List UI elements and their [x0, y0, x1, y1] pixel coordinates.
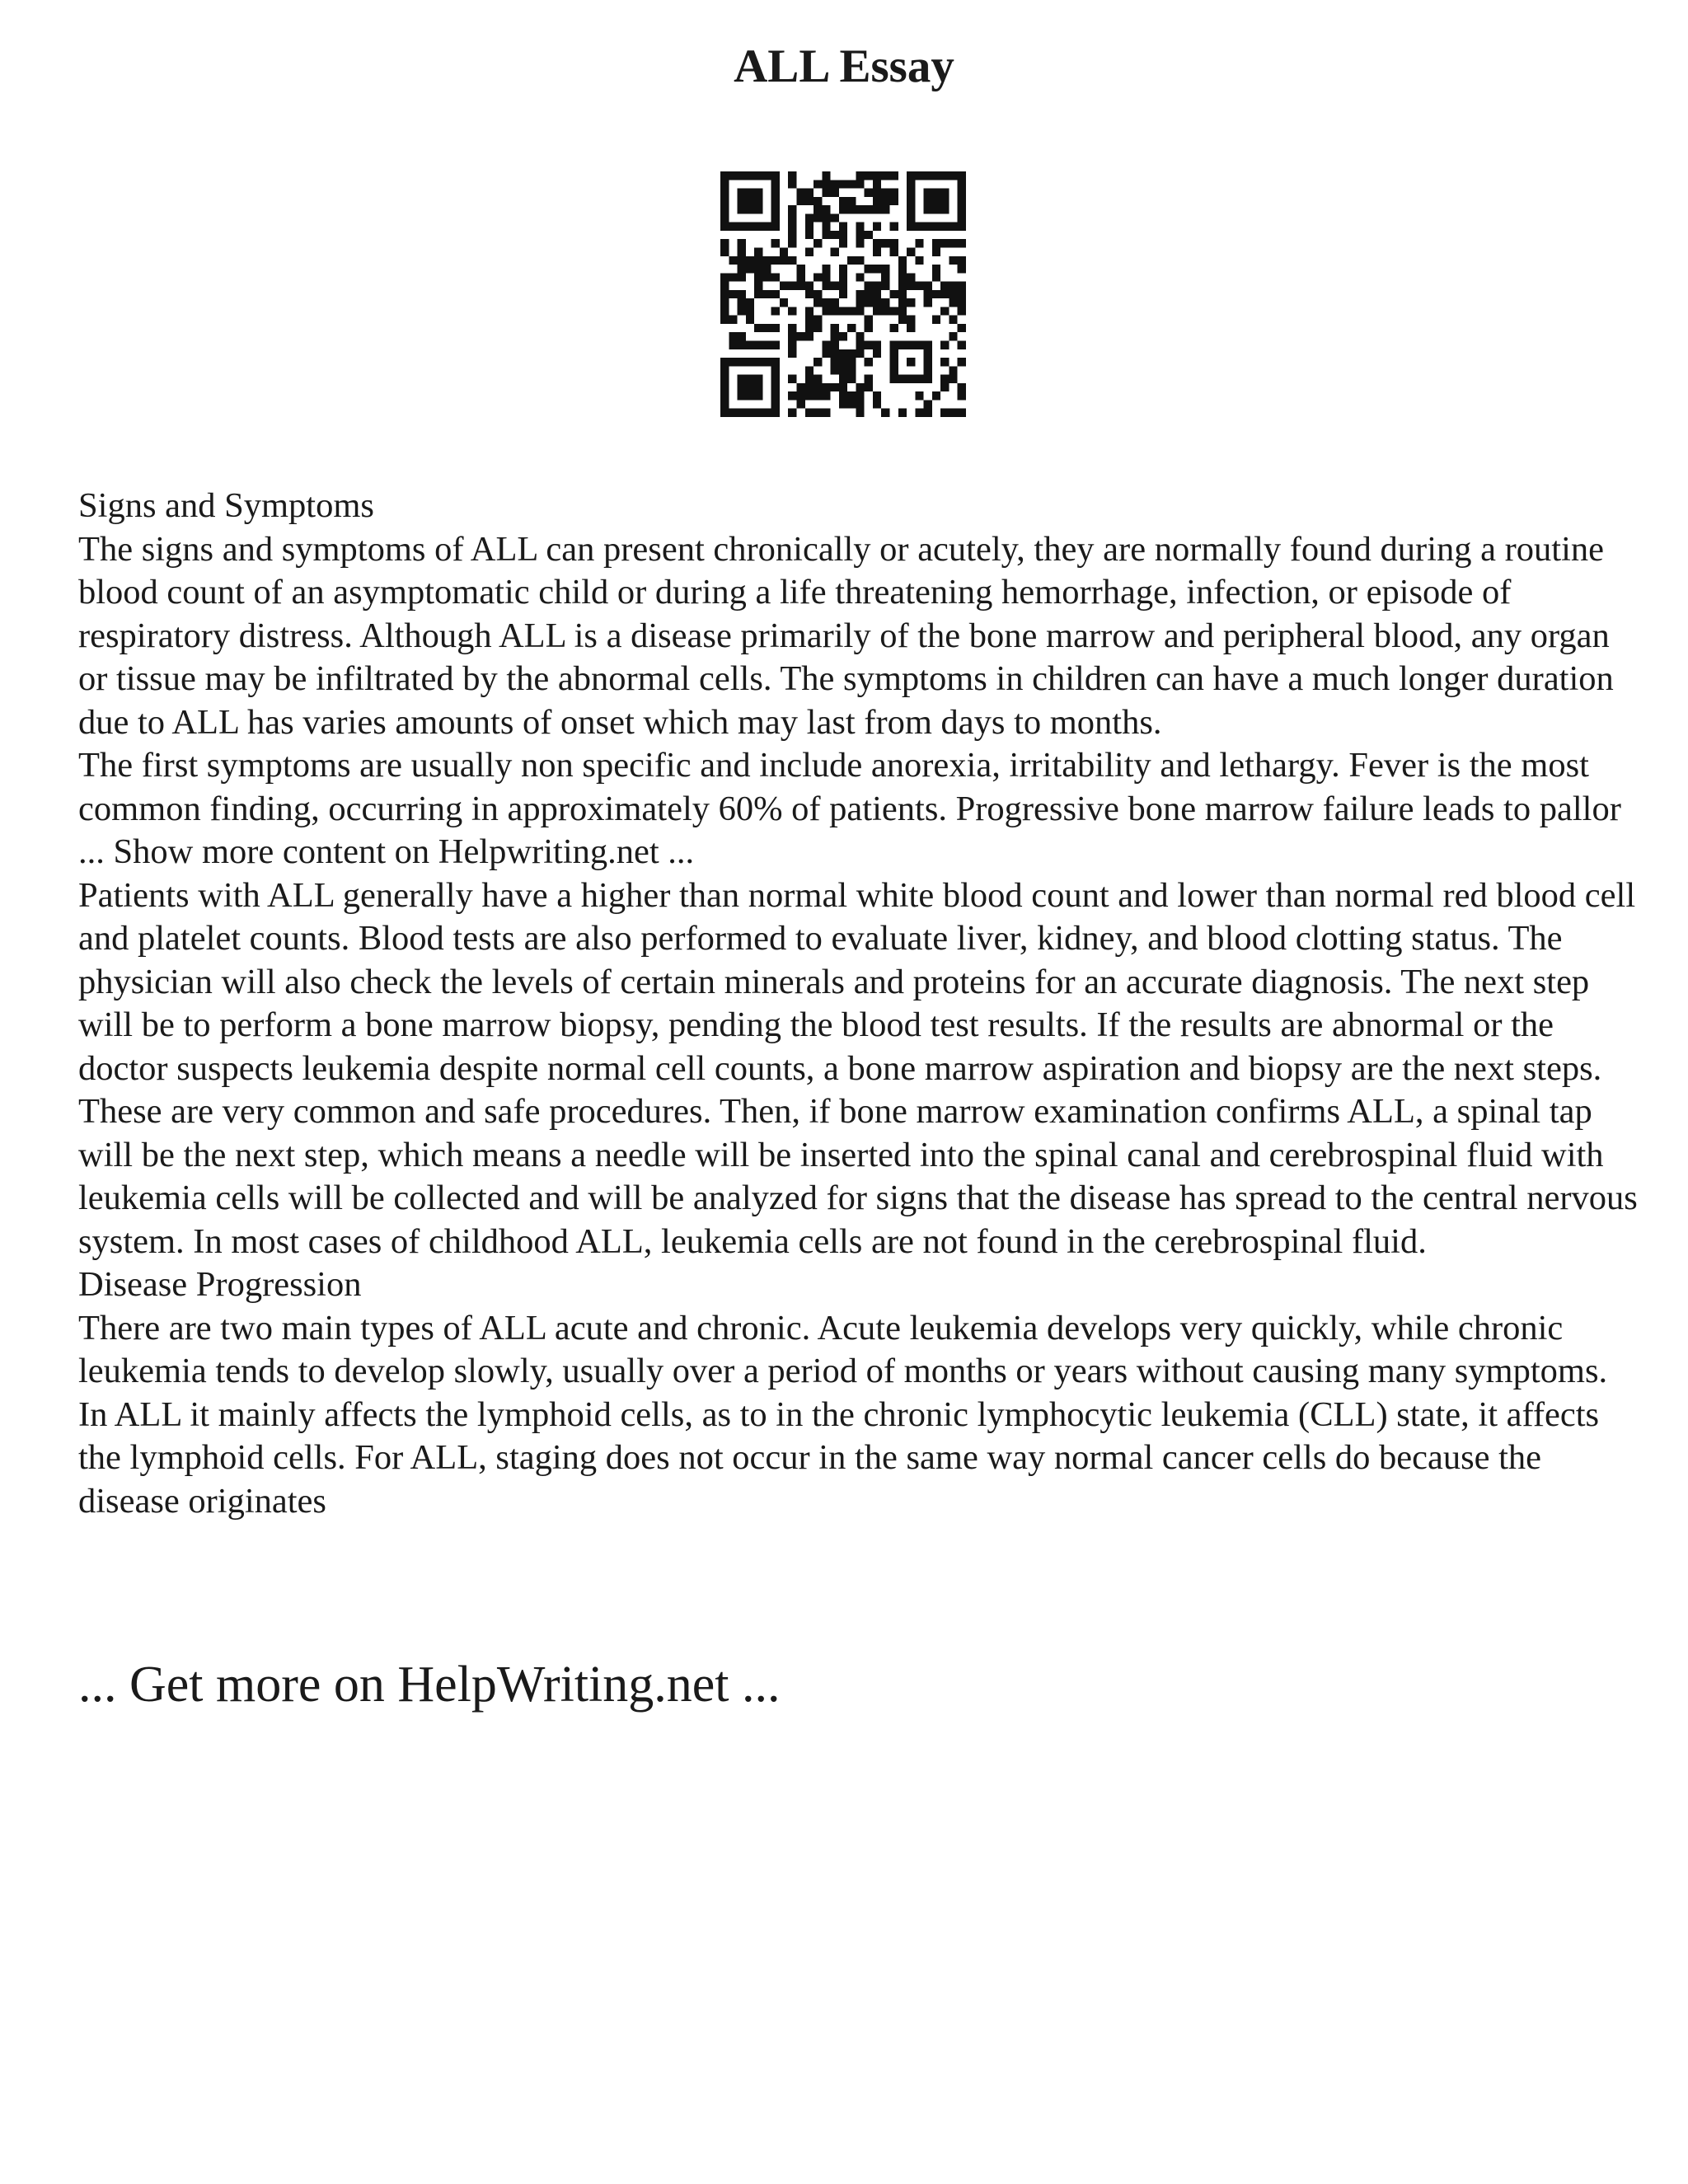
document-title: ALL Essay: [734, 40, 954, 92]
qr-code-icon: [720, 171, 966, 417]
paragraph: The first symptoms are usually non specific and include anorexia, irritability and lethargy. Fever is the most common finding, occurring in approximately 60% of patients. Progressive bone marrow failure leads to pallor ... Show more content on Helpwriting.net ...: [78, 746, 1621, 871]
essay-body: [78, 485, 1644, 1523]
section-heading-disease-progression: Disease Progression: [78, 1265, 362, 1304]
paragraph: There are two main types of ALL acute and chronic. Acute leukemia develops very quickly, while chronic leukemia tends to develop slowly, usually over a period of months or years without causing many symptoms. In ALL it mainly affects the lymphoid cells, as to in the chronic lymphocytic leukemia (CLL) state, it affects the lymphoid cells. For ALL, staging does not occur in the same way normal cancer cells do because the disease originates: [78, 1308, 1608, 1521]
get-more-link[interactable]: ... Get more on HelpWriting.net ...: [78, 1657, 781, 1713]
paragraph: The signs and symptoms of ALL can present chronically or acutely, they are normally found during a routine blood count of an asymptomatic child or during a life threatening hemorrhage, infection, or episode of respiratory distress. Although ALL is a disease primarily of the bone marrow and peripheral blood, any organ or tissue may be infiltrated by the abnormal cells. The symptoms in children can have a much longer duration due to ALL has varies amounts of onset which may last from days to months.: [78, 529, 1614, 742]
paragraph: Patients with ALL generally have a higher than normal white blood count and lower than normal red blood cell and platelet counts. Blood tests are also performed to evaluate liver, kidney, and blood clotting status. The physician will also check the levels of certain minerals and proteins for an accurate diagnosis. The next step will be to perform a bone marrow biopsy, pending the blood test results. If the results are abnormal or the doctor suspects leukemia despite normal cell counts, a bone marrow aspiration and biopsy are the next steps. These are very common and safe procedures. Then, if bone marrow examination confirms ALL, a spinal tap will be the next step, which means a needle will be inserted into the spinal canal and cerebrospinal fluid with leukemia cells will be collected and will be analyzed for signs that the disease has spread to the central nervous system. In most cases of childhood ALL, leukemia cells are not found in the cerebrospinal fluid.: [78, 875, 1638, 1261]
section-heading-signs-symptoms: Signs and Symptoms: [78, 486, 374, 525]
